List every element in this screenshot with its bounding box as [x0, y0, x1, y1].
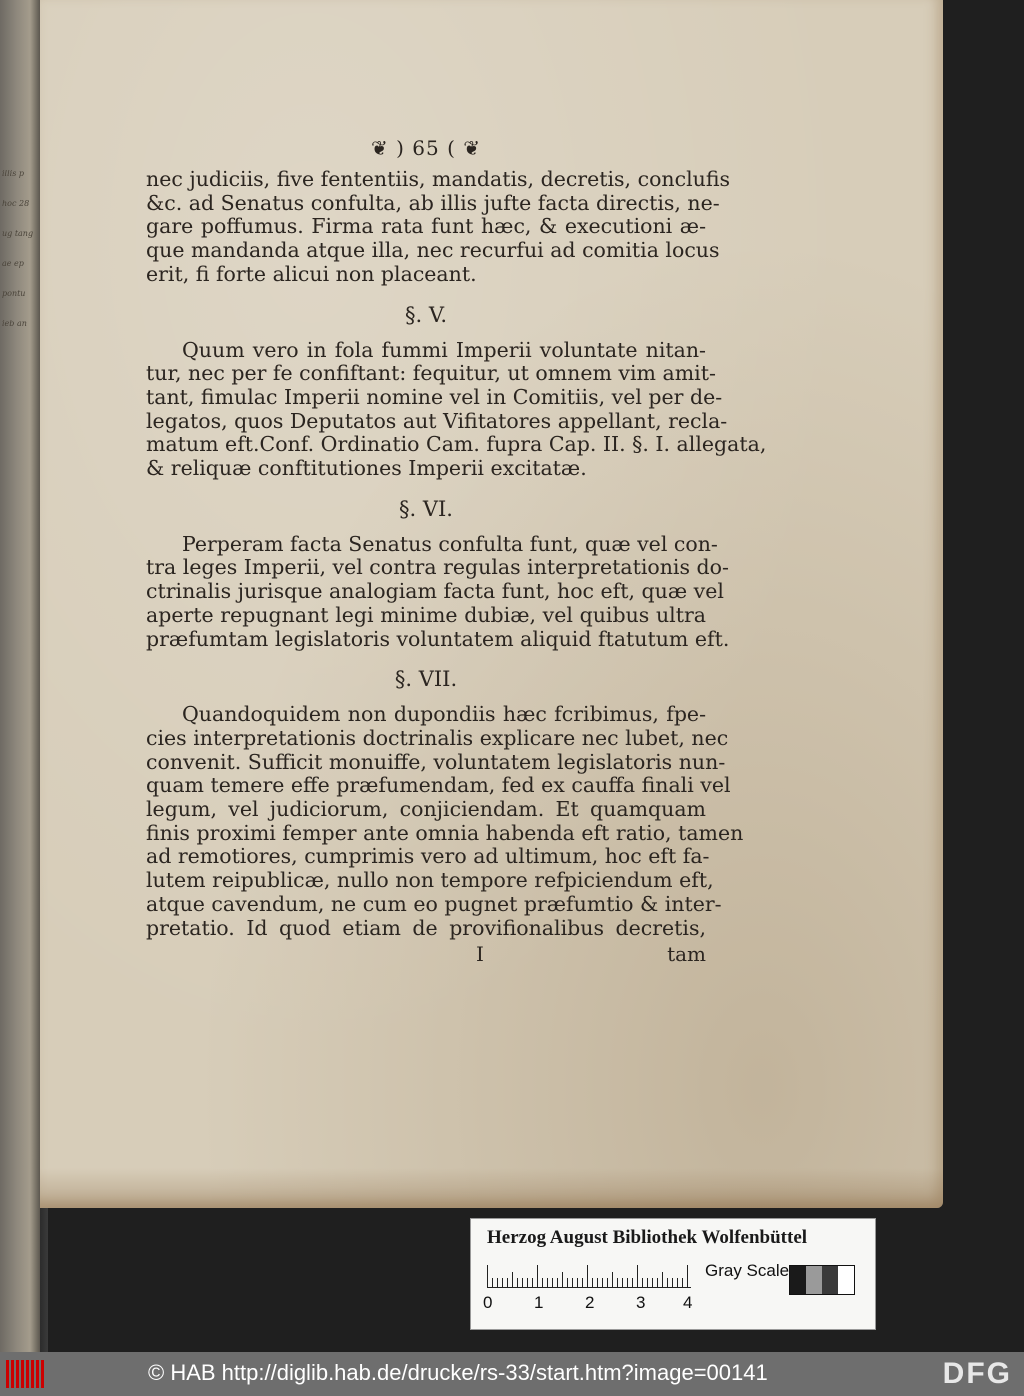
ruler-tick: [527, 1278, 528, 1287]
ruler-tick: [567, 1278, 568, 1287]
text-line: convenit. Sufficit monuiffe, voluntatem legislatoris nun-: [146, 749, 726, 774]
ruler-tick: [687, 1265, 688, 1287]
previous-page-text: ieb an: [2, 320, 27, 328]
ruler-tick: [562, 1272, 563, 1287]
ruler-tick: [647, 1278, 648, 1287]
ruler-tick: [622, 1278, 623, 1287]
ruler-tick: [502, 1278, 503, 1287]
ruler-tick: [642, 1278, 643, 1287]
ruler-tick: [627, 1278, 628, 1287]
section-heading-vi: §. VI.: [399, 496, 453, 521]
ruler-tick: [517, 1278, 518, 1287]
intro-paragraph: [146, 167, 731, 287]
text-line: atque cavendum, ne cum eo pugnet præfumtio & inter-: [146, 891, 722, 916]
viewer-footer: [0, 1352, 1024, 1396]
text-line: nec judiciis, five fententiis, mandatis, decretis, conclufis: [146, 167, 731, 191]
section-vii-paragraph: [146, 702, 744, 940]
gray-swatch-white: [838, 1266, 854, 1294]
previous-page-text: pontu: [2, 290, 26, 298]
gray-swatch-mid: [806, 1266, 822, 1294]
text-line: tant, fimulac Imperii nomine vel in Comitiis, vel per de-: [146, 384, 723, 409]
scale-ruler: [487, 1265, 691, 1288]
ruler-tick: [612, 1272, 613, 1287]
hab-barcode-icon: [6, 1360, 46, 1388]
text-line: aperte repugnant legi minime dubiæ, vel quibus ultra: [146, 602, 706, 627]
previous-page-text: ug tang: [2, 230, 34, 238]
gray-scale-label: Gray Scale: [705, 1261, 790, 1280]
ruler-tick: [507, 1278, 508, 1287]
text-line: legatos, quos Deputatos aut Vifitatores appellant, recla-: [146, 408, 728, 433]
ruler-tick: [597, 1278, 598, 1287]
section-v-paragraph: [146, 337, 767, 481]
previous-page-text: hoc 28: [2, 200, 30, 208]
previous-page-text: ae ep: [2, 260, 24, 268]
text-line: erit, fi forte alicui non placeant.: [146, 261, 477, 286]
ruler-tick: [677, 1278, 678, 1287]
text-line: cies interpretationis doctrinalis explicare nec lubet, nec: [146, 725, 729, 750]
ruler-tick: [662, 1272, 663, 1287]
text-line: legum, vel judiciorum, conjiciendam. Et quamquam: [146, 797, 706, 822]
ruler-tick: [672, 1278, 673, 1287]
scale-number: 1: [534, 1293, 544, 1312]
scale-number: 2: [585, 1293, 595, 1312]
text-line: matum eft.Conf. Ordinatio Cam. fupra Cap. II. §. I. allegata,: [146, 432, 767, 457]
ruler-tick: [497, 1278, 498, 1287]
previous-page-edge: [0, 0, 40, 1352]
ruler-tick: [587, 1265, 588, 1287]
ruler-tick: [637, 1265, 638, 1287]
text-line: Perperam facta Senatus confulta funt, quæ vel con-: [182, 531, 718, 556]
ruler-tick: [617, 1278, 618, 1287]
text-line: præfumtam legislatoris voluntatem aliquid ftatutum eft.: [146, 626, 730, 651]
ruler-tick: [522, 1278, 523, 1287]
scale-number: 0: [483, 1293, 493, 1312]
source-link[interactable]: © HAB http://diglib.hab.de/drucke/rs-33/start.htm?image=00141: [148, 1360, 768, 1385]
ruler-tick: [657, 1278, 658, 1287]
ruler-tick: [582, 1278, 583, 1287]
library-name: Herzog August Bibliothek Wolfenbüttel: [487, 1227, 808, 1248]
section-heading-vii: §. VII.: [394, 667, 458, 692]
text-line: finis proximi femper ante omnia habenda eft ratio, tamen: [146, 820, 744, 845]
gray-swatch-black: [790, 1266, 806, 1294]
text-line: quam temere effe præfumendam, fed ex cauffa finali vel: [146, 773, 731, 798]
ruler-tick: [487, 1265, 488, 1287]
section-vi-paragraph: [146, 531, 730, 652]
scale-number: 3: [636, 1293, 646, 1312]
text-line: tur, nec per fe confiftant: fequitur, ut omnem vim amit-: [146, 361, 716, 386]
ruler-tick: [572, 1278, 573, 1287]
text-line: pretatio. Id quod etiam de provifionalibus decretis,: [146, 915, 706, 940]
scale-number: 4: [683, 1293, 693, 1312]
catchword: tam: [667, 942, 706, 967]
ruler-tick: [532, 1278, 533, 1287]
book-page: [40, 0, 943, 1208]
dfg-logo: DFG: [942, 1357, 1012, 1390]
ruler-tick: [547, 1278, 548, 1287]
ruler-tick: [632, 1278, 633, 1287]
page-header: ❦ ) 65 ( ❦: [371, 136, 481, 160]
text-line: gare poffumus. Firma rata funt hæc, & executioni æ-: [146, 214, 706, 239]
ruler-tick: [667, 1278, 668, 1287]
text-line: lutem reipublicæ, nullo non tempore refpiciendum eft,: [146, 868, 714, 893]
previous-page-text: illis p: [2, 170, 25, 178]
text-line: ad remotiores, cumprimis vero ad ultimum, hoc eft fa-: [146, 844, 710, 869]
signature-mark: I: [476, 942, 484, 967]
ruler-tick: [542, 1278, 543, 1287]
ruler-tick: [682, 1278, 683, 1287]
library-color-target-label: [470, 1218, 876, 1330]
ruler-tick: [607, 1278, 608, 1287]
text-line: &c. ad Senatus confulta, ab illis jufte facta directis, ne-: [146, 190, 720, 215]
text-line: ctrinalis jurisque analogiam facta funt, hoc eft, quæ vel: [146, 579, 724, 604]
text-line: tra leges Imperii, vel contra regulas interpretationis do-: [146, 555, 729, 580]
ruler-tick: [512, 1272, 513, 1287]
text-line: Quandoquidem non dupondiis hæc fcribimus, fpe-: [182, 702, 706, 727]
page-text-block: [146, 136, 767, 967]
ruler-tick: [592, 1278, 593, 1287]
ruler-tick: [577, 1278, 578, 1287]
ruler-tick: [602, 1278, 603, 1287]
gray-scale-swatches: [789, 1265, 855, 1295]
page-footer-row: [146, 942, 706, 966]
ruler-tick: [557, 1278, 558, 1287]
ruler-tick: [652, 1278, 653, 1287]
ruler-tick: [537, 1265, 538, 1287]
text-line: que mandanda atque illa, nec recurfui ad comitia locus: [146, 238, 720, 263]
gray-swatch-dark: [822, 1266, 838, 1294]
ruler-tick: [552, 1278, 553, 1287]
section-heading-v: §. V.: [404, 302, 448, 327]
text-line: Quum vero in fola fummi Imperii voluntate nitan-: [182, 337, 706, 362]
text-line: & reliquæ conftitutiones Imperii excitatæ.: [146, 456, 587, 481]
ruler-tick: [492, 1278, 493, 1287]
